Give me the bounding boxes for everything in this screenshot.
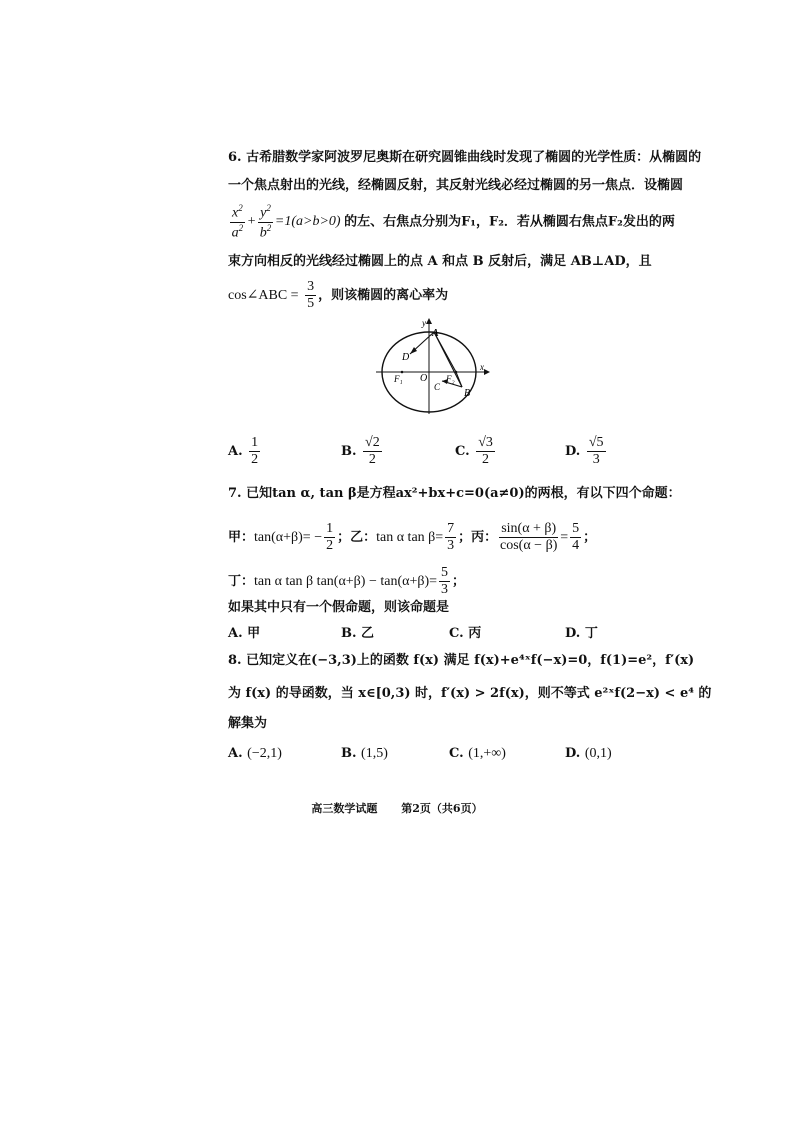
q6-option-b[interactable]	[341, 436, 384, 467]
q7-jia-den: 2	[326, 538, 334, 553]
q8-line-3: 解集为	[228, 716, 268, 731]
q6-option-d[interactable]	[565, 436, 608, 467]
q6-line-1: 6. 古希腊数学家阿波罗尼奥斯在研究圆锥曲线时发现了椭圆的光学性质：从椭圆的	[228, 150, 702, 165]
q7-option-d[interactable]	[565, 624, 598, 644]
label-c: C	[434, 382, 441, 392]
q6-option-a-letter: A.	[228, 444, 243, 459]
q8-option-b[interactable]	[341, 744, 388, 764]
ellipse-y-term: $\frac{y^2}{b^2}$	[259, 203, 272, 241]
q6-line-5	[228, 280, 448, 311]
x-axis-arrow	[484, 369, 490, 375]
label-b: B	[464, 388, 471, 399]
q8-option-d-letter: D.	[565, 746, 581, 761]
q7-option-a-letter: A.	[228, 626, 243, 641]
q7-ding-num: 5	[441, 565, 449, 580]
footer-subject: 高三数学试题	[311, 802, 378, 815]
label-d: D	[402, 352, 410, 363]
q8-option-d[interactable]	[565, 744, 612, 764]
q7-bing-rhs-den: 4	[572, 538, 580, 553]
page-footer	[0, 800, 794, 816]
q7-ding-den: 3	[441, 582, 449, 597]
q6-option-a-den: 2	[251, 452, 259, 467]
q8-line-2: 为 f(x) 的导函数，当 x∈[0,3) 时，f′(x) > 2f(x)，则不等式 e²ˣf(2−x) < e⁴ 的	[228, 686, 712, 701]
q7-yi-den: 3	[447, 538, 455, 553]
q7-bing-den: cos(α − β)	[500, 538, 558, 553]
label-a: A	[432, 328, 439, 339]
q7-option-c-text: 丙	[468, 626, 482, 641]
q6-option-c[interactable]	[455, 436, 497, 467]
q8-option-c[interactable]	[449, 744, 506, 764]
q6-option-d-letter: D.	[565, 444, 581, 459]
q8-option-b-text: (1,5)	[361, 746, 388, 761]
q7-yi-expr: tan α tan β=	[376, 530, 444, 545]
ellipse-figure	[372, 314, 496, 418]
q8-option-d-text: (0,1)	[584, 746, 612, 761]
q6-option-d-num: √5	[588, 435, 604, 450]
q7-option-b-text: 乙	[361, 626, 375, 641]
label-y: y	[422, 318, 426, 328]
q7-ding-expr: tan α tan β tan(α+β) − tan(α+β)=	[254, 574, 438, 589]
q8-option-a[interactable]	[228, 744, 282, 764]
q6-option-a[interactable]	[228, 436, 262, 467]
q6-option-c-letter: C.	[455, 444, 470, 459]
q7-line-2: 甲：tan(α+β)= − $\frac{1}{2}$ ；乙：tan α tan β= $\frac{7}{3}$ ；丙： $\frac{\sin(\alpha + \beta)}{\cos(\alpha - \beta)}$ = $\frac{5}{4}$ ；	[228, 521, 597, 553]
q7-jia-num: 1	[326, 521, 334, 536]
ellipse-equation-tail: =1(a>b>0)	[274, 214, 341, 230]
q7-yi-label: ；乙：	[337, 530, 377, 545]
label-f1: F₁	[394, 374, 403, 384]
q7-bing-label: ；丙：	[458, 530, 498, 545]
q6-option-b-den: 2	[368, 452, 376, 467]
q6-option-c-den: 2	[482, 452, 490, 467]
point-f2	[455, 371, 458, 374]
q8-option-a-letter: A.	[228, 746, 243, 761]
q7-option-b-letter: B.	[341, 626, 357, 641]
q8-line-1: 8. 已知定义在(−3,3)上的函数 f(x) 满足 f(x)+e⁴ˣf(−x)=0，f(1)=e²，f′(x)	[228, 653, 695, 668]
q8-option-b-letter: B.	[341, 746, 357, 761]
q7-option-b[interactable]	[341, 624, 374, 644]
q7-bing-num: sin(α + β)	[501, 521, 557, 536]
q7-ding-label: 丁：	[228, 574, 255, 589]
footer-page-number: 第2页（共6页）	[401, 802, 483, 815]
q7-option-c[interactable]	[449, 624, 481, 644]
q8-option-a-text: (−2,1)	[247, 746, 282, 761]
q6-option-d-den: 3	[592, 452, 600, 467]
q6-option-b-letter: B.	[341, 444, 357, 459]
q7-option-a[interactable]	[228, 624, 260, 644]
label-x: x	[480, 362, 484, 372]
q6-line-4: 束方向相反的光线经过椭圆上的点 A 和点 B 反射后，满足 AB⊥AD，且	[228, 254, 652, 269]
q7-yi-num: 7	[447, 521, 455, 536]
label-o: O	[420, 373, 428, 384]
q7-line-4: 如果其中只有一个假命题，则该命题是	[228, 600, 450, 615]
q8-option-c-letter: C.	[449, 746, 464, 761]
q7-option-d-letter: D.	[565, 626, 581, 641]
q7-jia-expr: tan(α+β)= −	[254, 530, 323, 545]
q7-option-d-text: 丁	[584, 626, 598, 641]
q7-line-3: 丁：tan α tan β tan(α+β) − tan(α+β)= $\frac{5}{3}$ ；	[228, 565, 466, 597]
q7-line-1: 7. 已知tan α, tan β是方程ax²+bx+c=0(a≠0)的两根，有以下四个命题：	[228, 486, 681, 501]
cos-abc-den: 5	[307, 296, 315, 311]
q8-option-c-text: (1,+∞)	[468, 746, 506, 761]
cos-abc-value	[305, 280, 316, 311]
q7-option-a-text: 甲	[247, 626, 261, 641]
ellipse-x-term: $\frac{x^2}{a^2}$	[231, 203, 244, 241]
q7-jia-label: 甲：	[228, 530, 255, 545]
y-axis-arrow	[426, 318, 432, 324]
q7-bing-rhs-num: 5	[572, 521, 580, 536]
q7-option-c-letter: C.	[449, 626, 464, 641]
q6-option-c-num: √3	[478, 435, 493, 450]
q6-line-3: $\frac{x^2}{a^2}$ + $\frac{y^2}{b^2}$ =1(a>b>0) 的左、右焦点分别为F₁，F₂．若从椭圆右焦点F₂发出的两	[231, 203, 675, 241]
q6-line-2: 一个焦点射出的光线，经椭圆反射，其反射光线必经过椭圆的另一焦点．设椭圆	[228, 178, 684, 193]
q6-option-a-num: 1	[251, 435, 259, 450]
cos-abc-num: 3	[307, 279, 315, 294]
q6-line-5-text: ，则该椭圆的离心率为	[318, 288, 449, 303]
label-f2: F₂	[446, 374, 455, 384]
cos-abc-label: cos∠ABC =	[228, 288, 299, 303]
q6-line-3-text: 的左、右焦点分别为F₁，F₂．若从椭圆右焦点F₂发出的两	[344, 214, 675, 230]
q6-option-b-num: √2	[365, 435, 380, 450]
point-f1	[401, 371, 404, 374]
